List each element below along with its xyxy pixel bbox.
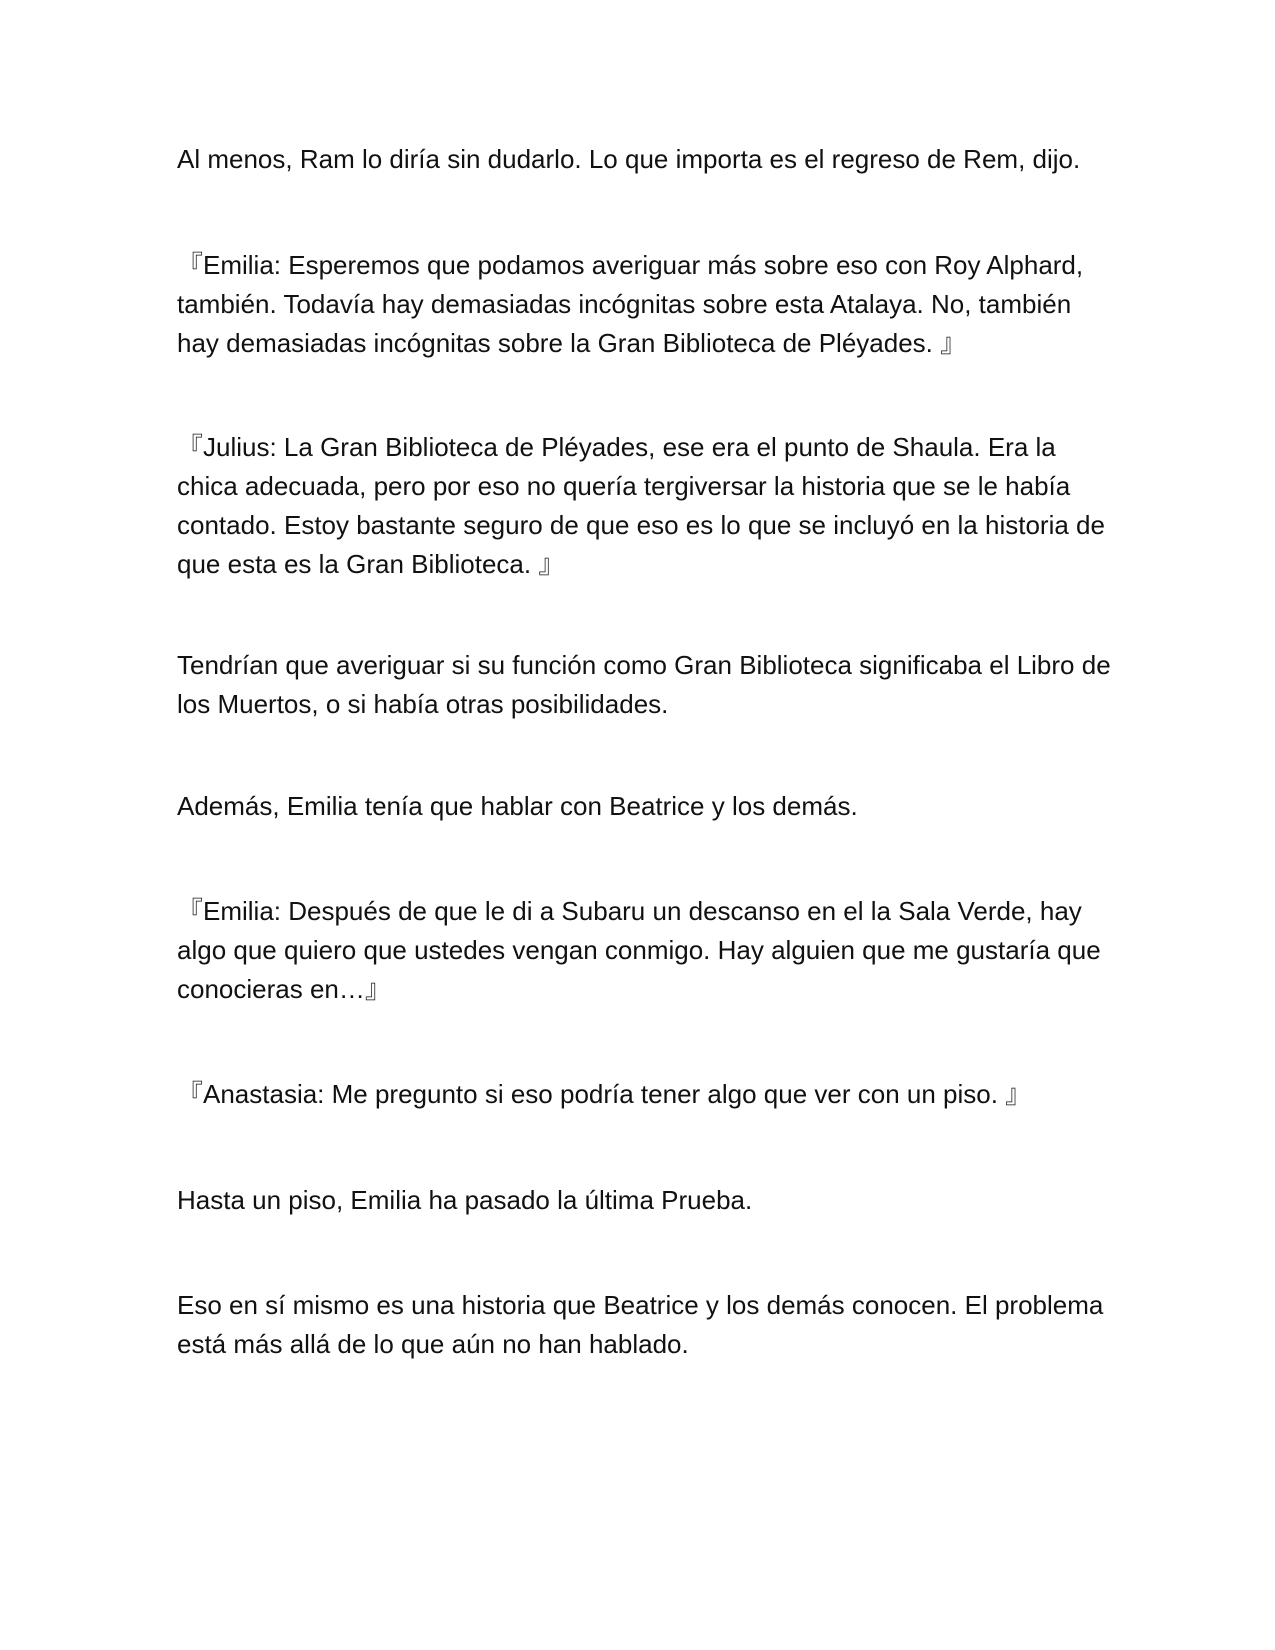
paragraph-1: Al menos, Ram lo diría sin dudarlo. Lo que importa es el regreso de Rem, dijo.: [177, 144, 1081, 174]
paragraph-8: Hasta un piso, Emilia ha pasado la última Prueba.: [177, 1185, 753, 1215]
paragraph-7: 『Anastasia: Me pregunto si eso podría tener algo que ver con un piso. 』: [177, 1079, 1032, 1109]
paragraph-3: 『Julius: La Gran Biblioteca de Pléyades, ese era el punto de Shaula. Era la chica adecuada, pero por eso no quería tergiversar la historia que se le había contado. Estoy bastante seguro de que eso es lo que se incluyó en la historia de que esta es la Gran Biblioteca. 』: [177, 432, 1105, 579]
paragraph-4: Tendrían que averiguar si su función como Gran Biblioteca significaba el Libro de los Muertos, o si había otras posibilidades.: [177, 650, 1111, 719]
paragraph-2: 『Emilia: Esperemos que podamos averiguar más sobre eso con Roy Alphard, también. Todavía hay demasiadas incógnitas sobre esta Atalaya. No, también hay demasiadas incógnitas sobre la Gran Biblioteca de Pléyades. 』: [177, 250, 1084, 358]
paragraph-5: Además, Emilia tenía que hablar con Beatrice y los demás.: [177, 791, 858, 821]
paragraph-6: 『Emilia: Después de que le di a Subaru un descanso en el la Sala Verde, hay algo que quiero que ustedes vengan conmigo. Hay alguien que me gustaría que conocieras en…』: [177, 896, 1101, 1004]
paragraph-9: Eso en sí mismo es una historia que Beatrice y los demás conocen. El problema está más allá de lo que aún no han hablado.: [177, 1290, 1104, 1359]
